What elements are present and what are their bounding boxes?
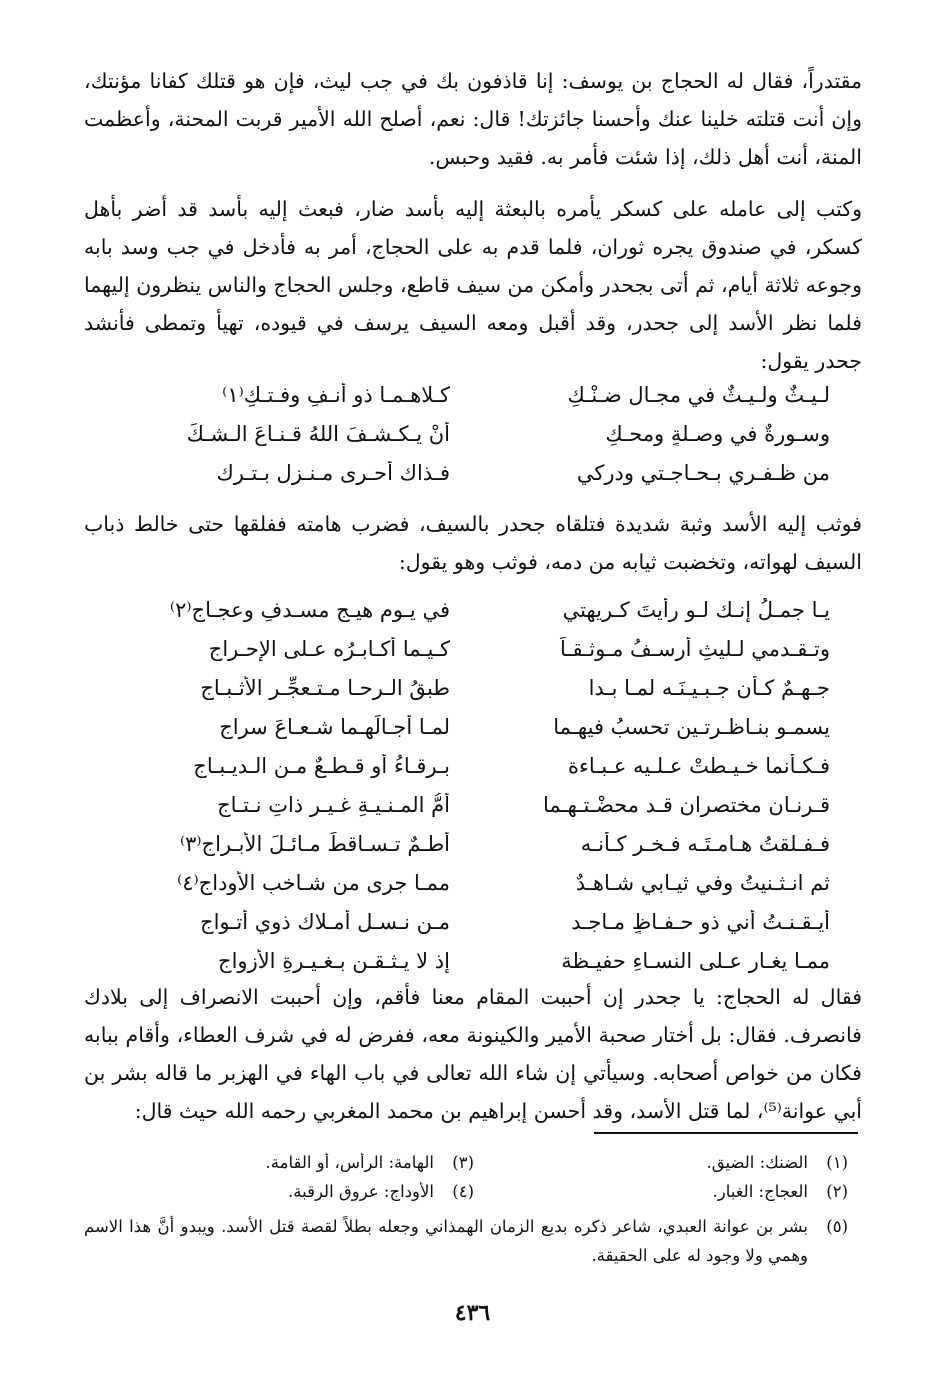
- footnote-number: (٢): [826, 1182, 848, 1201]
- verse-second-hemistich: طبقُ الـرحـا مـتـعجِّـر الأثـبـاجِ: [200, 675, 450, 700]
- footnote-row: [100, 1148, 848, 1177]
- footnote: [474, 1153, 848, 1172]
- verse-second-hemistich: إذ لا يـثـقـن بـغـيـرةِ الأزواجِ: [218, 948, 450, 973]
- verse-line: [120, 863, 830, 902]
- paragraph-4: فقال له الحجاج: يا جحدر إن أحببت المقام معنا فأقم، وإن أحببت الانصراف إلى بلادك فانصرف. فقال: بل أختار صحبة الأمير والكينونة معه، ففرض له في شرف العطاء، وأقام ببابه فكان من خواص أصحابه. وسيأتي إن شاء الله تعالى في باب الهاء في الهزبر ما قاله بشر بن أبي عوانة⁽⁵⁾، لما قتل الأسد، وقد أحسن إبراهيم بن محمد المغربي رحمه الله حيث قال:: [84, 985, 862, 1123]
- verse-first-hemistich: قـرنـان مختصران قـد محضْـتـهـما: [542, 792, 830, 817]
- verse-second-hemistich: بـرقـاءُ أو قـطـعٌ مـن الـديـبـاجِ: [193, 753, 450, 778]
- footnote-text: الهامة: الرأس، أو القامة.: [265, 1153, 434, 1172]
- paragraph-3: فوثب إليه الأسد وثبة شديدة فتلقاه جحدر بالسيف، فضرب هامته ففلقها حتى خالط ذباب السيف لهواته، وتخضبت ثيابه من دمه، فوثب وهو يقول:: [84, 512, 862, 574]
- verse-line: [120, 590, 830, 629]
- footnote-5: [84, 1212, 848, 1270]
- verse-second-hemistich: كـيـما أكـابـرُه عـلى الإحـراجِ: [208, 636, 450, 661]
- footnote: [474, 1182, 848, 1201]
- footnote-divider: [594, 1132, 858, 1134]
- footnote-text: العجاج: الغبار.: [712, 1182, 808, 1201]
- paragraph-2: وكتب إلى عامله على كسكر يأمره بالبعثة إليه بأسد ضار، فبعث إليه بأسد قد أضر بأهل كسكر، في صندوق يجره ثوران، فلما قدم به على الحجاج، أمر به فأدخل في جب وسد بابه وجوعه ثلاثة أيام، ثم أتى بجحدر وأمكن من سيف قاطع، وجلس الحجاج والناس ينظرون إليهما فلما نظر الأسد إلى جحدر، وقد أقبل ومعه السيف يرسف في قيوده، تهيأ وتمطى فأنشد جحدر يقول:: [84, 197, 862, 373]
- verse-second-hemistich: لمـا أجـالَهـما شـعـاعَ سراجِ: [219, 714, 450, 739]
- poem-1: [120, 375, 830, 492]
- verse-second-hemistich: في يـومِ هيـجٍ مسـدفٍ وعجـاجِ⁽٢⁾: [169, 597, 450, 622]
- verse-line: [120, 668, 830, 707]
- footnote-text: الأوداج: عروق الرقبة.: [288, 1182, 434, 1201]
- verse-first-hemistich: فـكـأنما خـيـطتْ عـلـيه عـبـاءة: [567, 753, 830, 778]
- verse-line: [120, 902, 830, 941]
- verse-first-hemistich: فـفـلقتُ هـامـتَـه فـخـر كـأنـه: [580, 831, 830, 856]
- verse-first-hemistich: وتـقـدمي لـليثِ أرسـفُ مـوثـقـاً: [559, 636, 830, 661]
- footnote-number: (٤): [452, 1182, 474, 1201]
- verse-first-hemistich: يـا جمـلُ إنـك لـو رأيتَ كـريهتي: [562, 597, 830, 622]
- footnote: [100, 1153, 474, 1172]
- footnotes: [100, 1148, 848, 1206]
- footnote-number: (٥): [826, 1217, 848, 1236]
- verse-first-hemistich: لـيـثٌ ولـيـثٌ في مجـالٍ ضـنْـكِ: [567, 382, 830, 407]
- page-number: ٤٣٦: [454, 1300, 491, 1326]
- verse-line: [120, 414, 830, 453]
- poem-2: [120, 590, 830, 980]
- verse-line: [120, 941, 830, 980]
- verse-second-hemistich: أمُّ المـنـيـةِ غـيـرِ ذاتِ نـتـاجِ: [217, 792, 450, 817]
- verse-line: [120, 453, 830, 492]
- verse-first-hemistich: من ظـفـري بـحـاجـتي ودركي: [576, 460, 830, 485]
- verse-line: [120, 375, 830, 414]
- verse-second-hemistich: كـلاهـمـا ذو أنـفٍ وفـتـكِ⁽١⁾: [222, 382, 450, 407]
- verse-first-hemistich: وسـورةٌ في وصـلةٍ ومحـكِ: [605, 421, 830, 446]
- verse-second-hemistich: أطـمٌ تـسـاقطَ مـائـلَ الأبـراجِ⁽٣⁾: [179, 831, 450, 856]
- footnote-row: [100, 1177, 848, 1206]
- verse-line: [120, 824, 830, 863]
- footnote-number: (٣): [452, 1153, 474, 1172]
- verse-line: [120, 785, 830, 824]
- verse-first-hemistich: جـهـمٌ كـأن جـبـيـنَـه لمـا بـدا: [588, 675, 830, 700]
- verse-second-hemistich: أنْ يـكـشـفَ اللهُ قـنـاعَ الـشـكِّ: [186, 421, 450, 446]
- footnote: [100, 1182, 474, 1201]
- verse-line: [120, 629, 830, 668]
- footnote-text: الضنك: الضيق.: [706, 1153, 808, 1172]
- footnote-number: (١): [826, 1153, 848, 1172]
- paragraph-1: مقتدراً، فقال له الحجاج بن يوسف: إنا قاذفون بك في جب ليث، فإن هو قتلك كفانا مؤنتك، وإن أنت قتلته خلينا عنك وأحسنا جائزتك! قال: نعم، أصلح الله الأمير قربت المحنة، وأعظمت المنة، أنت أهل ذلك، إذا شئت فأمر به. فقيد وحبس.: [84, 69, 862, 169]
- verse-second-hemistich: ممـا جرى من شـاخبِ الأوداجِ⁽٤⁾: [177, 870, 450, 895]
- verse-line: [120, 707, 830, 746]
- verse-first-hemistich: أيـقـنـتُ أني ذو حـفـاظٍ مـاجـد: [571, 909, 830, 934]
- verse-second-hemistich: فـذاك أحـرى مـنـزل بـتـرك: [216, 460, 450, 485]
- verse-first-hemistich: ممـا يغـار عـلى النسـاءِ حفيـظة: [561, 948, 830, 973]
- verse-first-hemistich: يسمـو بنـاظـرتـين تحسبُ فيهـما: [553, 714, 830, 739]
- verse-first-hemistich: ثم انـثـنيتُ وفي ثيـابي شـاهـدٌ: [575, 870, 830, 895]
- footnote-text: بشر بن عوانة العبدي، شاعر ذكره بديع الزمان الهمذاني وجعله بطلاً لقصة قتل الأسد. ويبدو أنَّ هذا الاسم وهمي ولا وجود له على الحقيقة.: [84, 1217, 808, 1265]
- verse-second-hemistich: مـن نـسـل أمـلاك ذوي أتـواج: [200, 909, 450, 934]
- verse-line: [120, 746, 830, 785]
